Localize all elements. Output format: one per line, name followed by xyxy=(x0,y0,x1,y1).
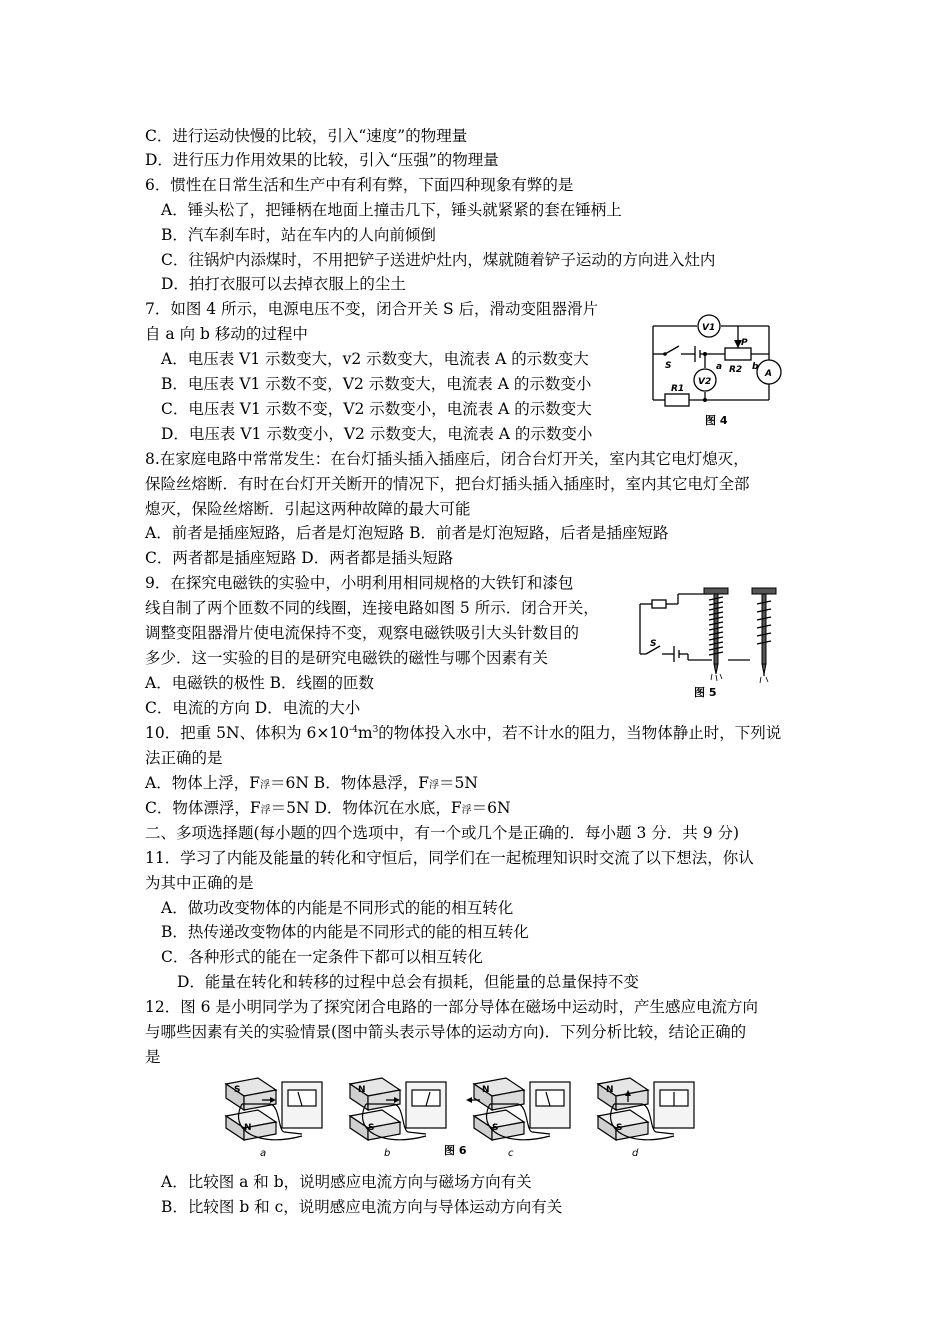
question-9-stem-line-4: 多少．这一实验的目的是研究电磁铁的磁性与哪个因素有关 xyxy=(145,649,549,667)
fig6-c-bottom-pole: S xyxy=(492,1123,499,1133)
question-8-stem-line-3: 熄灭，保险丝熔断．引起这两种故障的最大可能 xyxy=(145,500,471,518)
fig6-c-top-pole: N xyxy=(482,1085,490,1095)
figure-6-induction-experiments xyxy=(218,1070,698,1166)
fig6-a-bottom-pole: N xyxy=(244,1123,252,1133)
question-11-stem-line-1: 11．学习了内能及能量的转化和守恒后，同学们在一起梳理知识时交流了以下想法，你认 xyxy=(145,849,754,867)
section-2-heading: 二、多项选择题(每小题的四个选项中，有一个或几个是正确的．每小题 3 分．共 9 分) xyxy=(145,824,740,842)
figure-5-electromagnets xyxy=(632,582,788,706)
fig6-d-label: d xyxy=(632,1148,639,1159)
question-7-option-d: D．电压表 V1 示数变小，V2 示数变大，电流表 A 的示数变小 xyxy=(161,425,593,443)
fig6-b-top-pole: N xyxy=(358,1085,366,1095)
question-8-options-ab: A．前者是插座短路，后者是灯泡短路 B．前者是灯泡短路，后者是插座短路 xyxy=(145,524,669,542)
question-12-option-a: A．比较图 a 和 b，说明感应电流方向与磁场方向有关 xyxy=(161,1173,532,1191)
question-7-option-b: B．电压表 V1 示数不变，V2 示数变大，电流表 A 的示数变小 xyxy=(161,375,592,393)
q10-exponent: -4 xyxy=(349,724,358,735)
question-10-options-ab xyxy=(145,771,478,798)
fig5-caption: 图 5 xyxy=(694,686,717,699)
q10-opt-d-subscript: 浮 xyxy=(461,805,472,816)
fig4-r1-label: R1 xyxy=(671,384,685,394)
fig5-switch-label: S xyxy=(650,639,657,649)
question-8-stem-line-1: 8.在家庭电路中常常发生：在台灯插头插入插座后，闭合台灯开关，室内其它电灯熄灭， xyxy=(145,450,749,468)
fig6-panel-a xyxy=(226,1078,322,1159)
q10-opt-c-subscript: 浮 xyxy=(260,805,271,816)
question-9-stem-line-1: 9．在探究电磁铁的实验中，小明利用相同规格的大铁钉和漆包 xyxy=(145,574,574,592)
question-6-stem: 6．惯性在日常生活和生产中有利有弊，下面四种现象有弊的是 xyxy=(145,176,574,194)
question-8-stem-line-2: 保险丝熔断．有时在台灯开关断开的情况下，把台灯插头插入插座时，室内其它电灯全部 xyxy=(145,475,750,493)
question-11-stem-line-2: 为其中正确的是 xyxy=(145,874,254,892)
fig6-panel-b xyxy=(350,1078,446,1159)
fig6-c-label: c xyxy=(508,1148,514,1159)
q10-opt-a-subscript: 浮 xyxy=(259,780,270,791)
question-11-option-a: A．做功改变物体的内能是不同形式的能的相互转化 xyxy=(161,899,514,917)
question-11-option-b: B．热传递改变物体的内能是不同形式的能的相互转化 xyxy=(161,923,529,941)
question-12-stem-line-2: 与哪些因素有关的实验情景(图中箭头表示导体的运动方向)．下列分析比较，结论正确的 xyxy=(145,1023,747,1041)
question-7-stem-line-2: 自 a 向 b 移动的过程中 xyxy=(145,325,308,343)
q10-opt-b-value: ＝5N xyxy=(438,774,478,792)
fig4-end-b-label: b xyxy=(752,362,759,372)
question-5-option-d: D．进行压力作用效果的比较，引入“压强”的物理量 xyxy=(145,151,499,169)
fig6-panel-c xyxy=(466,1078,570,1159)
q10-text-a: 10．把重 5N、体积为 6×10 xyxy=(145,724,350,742)
question-12-option-b: B．比较图 b 和 c，说明感应电流方向与导体运动方向有关 xyxy=(161,1198,563,1216)
question-12-stem-line-3: 是 xyxy=(145,1048,161,1066)
fig4-caption: 图 4 xyxy=(705,414,728,427)
fig6-a-label: a xyxy=(260,1148,267,1159)
question-9-stem-line-3: 调整变阻器滑片使电流保持不变，观察电磁铁吸引大头针数目的 xyxy=(145,624,580,642)
question-7-option-a: A．电压表 V1 示数变大，v2 示数变大，电流表 A 的示数变大 xyxy=(161,350,589,368)
question-9-options-cd: C．电流的方向 D．电流的大小 xyxy=(145,699,361,717)
figure-4-circuit xyxy=(645,312,785,432)
fig4-end-a-label: a xyxy=(716,362,723,372)
question-8-options-cd: C．两者都是插座短路 D．两者都是插头短路 xyxy=(145,549,454,567)
fig4-r2-label: R2 xyxy=(729,365,743,375)
question-10-options-cd xyxy=(145,796,511,823)
q10-opt-a-text: A．物体上浮，F xyxy=(145,774,260,792)
q10-opt-c-text: C．物体漂浮，F xyxy=(145,799,261,817)
question-12-stem-line-1: 12．图 6 是小明同学为了探究闭合电路的一部分导体在磁场中运动时，产生感应电流方向 xyxy=(145,998,758,1016)
fig6-d-bottom-pole: S xyxy=(616,1123,623,1133)
q10-opt-d-value: ＝6N xyxy=(471,799,511,817)
q10-opt-d-text: ＝5N D．物体沉在水底，F xyxy=(270,799,462,817)
question-6-option-c: C．往锅炉内添煤时，不用把铲子送进炉灶内，煤就随着铲子运动的方向进入灶内 xyxy=(161,251,716,269)
q10-unit-exponent: 3 xyxy=(372,724,379,735)
fig4-v1-label: V1 xyxy=(702,323,716,333)
fig6-d-top-pole: N xyxy=(606,1085,614,1095)
fig6-panel-d xyxy=(598,1078,694,1159)
question-7-option-c: C．电压表 V1 示数不变，V2 示数变小，电流表 A 的示数变大 xyxy=(161,400,592,418)
fig6-b-label: b xyxy=(384,1148,391,1159)
q10-opt-b-subscript: 浮 xyxy=(428,780,439,791)
question-9-options-ab: A．电磁铁的极性 B．线圈的匝数 xyxy=(145,674,375,692)
fig6-a-top-pole: S xyxy=(234,1085,241,1095)
fig4-v2-label: V2 xyxy=(698,377,712,387)
question-6-option-b: B．汽车刹车时，站在车内的人向前倾倒 xyxy=(161,226,436,244)
question-11-option-d: D．能量在转化和转移的过程中总会有损耗，但能量的总量保持不变 xyxy=(177,973,639,991)
question-6-option-a: A．锤头松了，把锤柄在地面上撞击几下，锤头就紧紧的套在锤柄上 xyxy=(161,201,622,219)
question-10-stem-line-2: 法正确的是 xyxy=(145,749,223,767)
fig6-caption: 图 6 xyxy=(444,1144,467,1157)
fig4-ammeter-label: A xyxy=(765,369,772,379)
fig6-b-bottom-pole: S xyxy=(368,1123,375,1133)
question-6-option-d: D．拍打衣服可以去掉衣服上的尘土 xyxy=(161,275,406,293)
q10-text-c: 的物体投入水中，若不计水的阻力，当物体静止时，下列说 xyxy=(378,724,782,742)
question-10-stem-line-1 xyxy=(145,721,781,745)
q10-unit: m xyxy=(357,724,373,742)
question-5-option-c: C．进行运动快慢的比较，引入“速度”的物理量 xyxy=(145,127,468,145)
question-9-stem-line-2: 线自制了两个匝数不同的线圈，连接电路如图 5 所示．闭合开关， xyxy=(145,599,599,617)
fig4-switch-label: S xyxy=(665,361,672,371)
q10-opt-b-text: ＝6N B．物体悬浮，F xyxy=(269,774,429,792)
question-7-stem-line-1: 7．如图 4 所示，电源电压不变，闭合开关 S 后，滑动变阻器滑片 xyxy=(145,300,599,318)
question-11-option-c: C．各种形式的能在一定条件下都可以相互转化 xyxy=(161,948,483,966)
fig4-slider-label: P xyxy=(741,338,748,348)
